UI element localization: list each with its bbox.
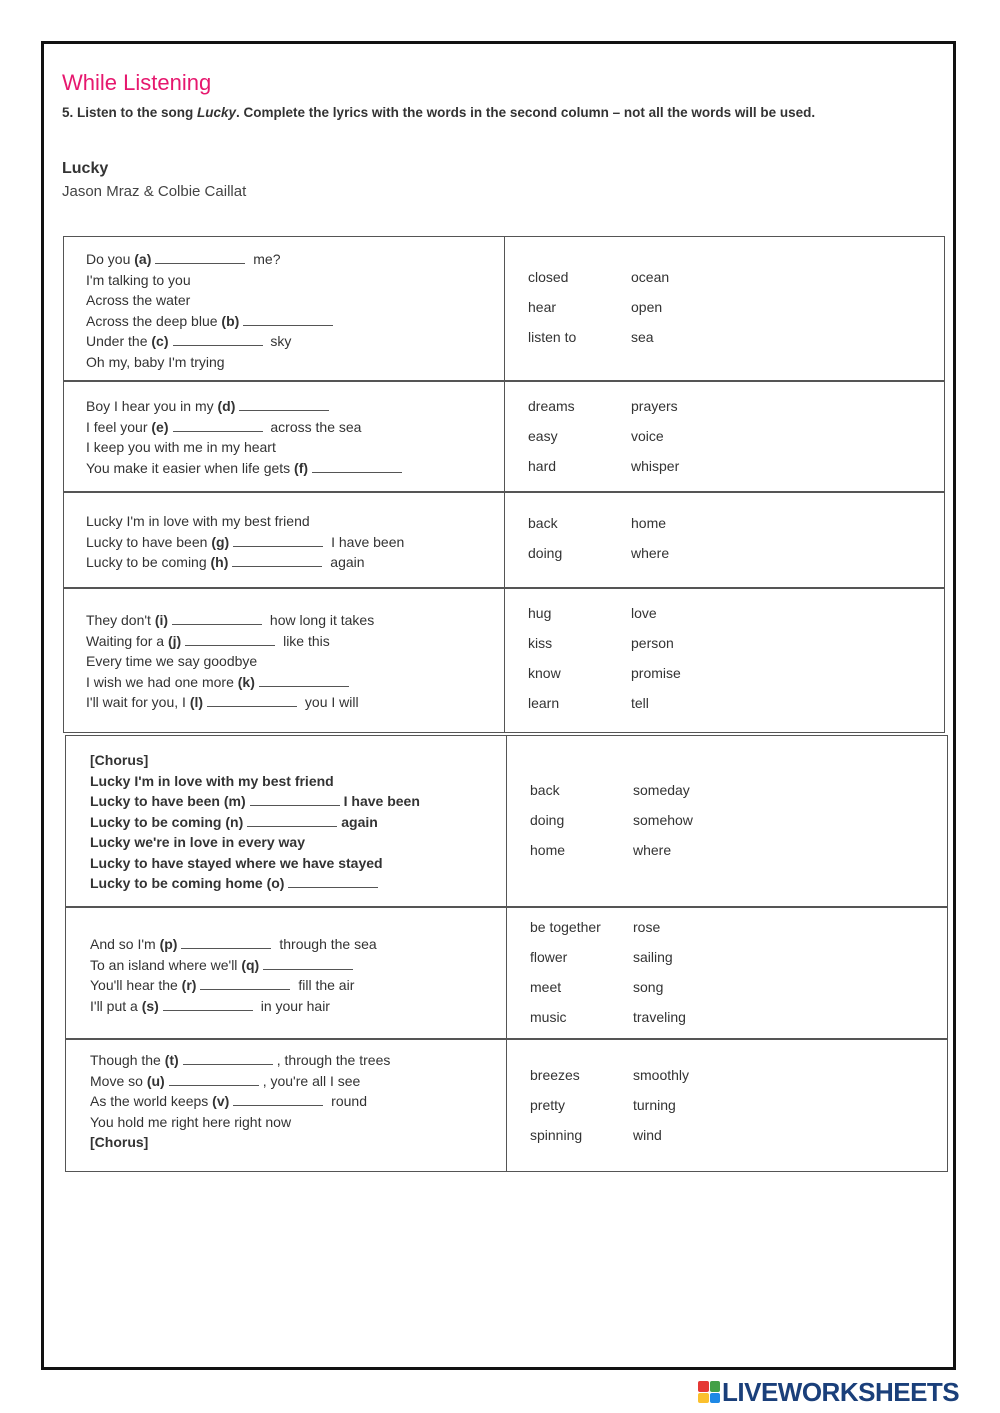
blank-letter: (q) [241,956,260,973]
blank-letter: (v) [212,1093,230,1109]
lyric-text: I'll put a [90,997,142,1014]
lyric-line [86,331,337,352]
lyric-text: Lucky to be coming [86,554,211,570]
lyrics-column [86,249,337,372]
word-option: music [530,1009,567,1025]
lyric-text: You'll hear the [90,977,182,993]
column-divider [504,382,505,491]
lyric-line [90,1091,390,1112]
word-option: traveling [633,1009,686,1025]
word-option: sailing [633,949,673,965]
liveworksheets-logo [698,1378,959,1406]
word-option: whisper [631,458,680,474]
word-option: spinning [530,1127,583,1143]
lyric-text: like this [279,632,330,649]
lyric-line [90,791,420,812]
word-option: pretty [530,1097,566,1113]
blank-letter: (b) [221,312,240,329]
exercise-block [65,907,948,1039]
lyric-line [86,610,374,631]
lyrics-column [86,610,374,713]
lyric-text: sky [266,333,292,349]
blank-letter: (e) [151,418,169,435]
lyric-text: I'm talking to you [86,271,191,288]
lyric-line [86,311,337,332]
song-artist: Jason Mraz & Colbie Caillat [62,183,247,200]
word-option: ocean [631,269,670,285]
word-option: closed [528,269,569,285]
lyric-line [86,692,374,713]
lyric-text: , you're all I see [262,1072,361,1089]
lyric-line [86,417,406,438]
lyric-text: To an island where we'll [90,956,242,973]
word-option: listen to [528,329,577,345]
word-option: meet [530,979,562,995]
lyric-line [90,873,420,894]
answer-blank[interactable] [183,1051,273,1065]
word-option: somehow [633,812,693,828]
word-option: song [633,979,664,995]
lyric-text: again [326,554,365,570]
lyric-line [86,631,374,652]
word-option: love [631,605,657,621]
lyric-line [90,1132,390,1153]
exercise-block [65,1039,948,1172]
word-option: where [631,545,670,561]
lyric-text: Though the [90,1052,165,1068]
lyric-line [90,853,420,874]
answer-blank[interactable] [185,632,275,646]
lyric-text: And so I'm [90,936,160,952]
word-option: prayers [631,398,678,414]
section-heading: While Listening [62,70,212,95]
instruction-song: Lucky [197,105,237,120]
blank-letter: (s) [141,997,159,1014]
lyric-text: me? [249,251,281,267]
song-title: Lucky [62,160,109,177]
exercise-block [63,381,945,492]
lyric-text: I wish we had one more [86,673,238,690]
blank-letter: (c) [151,333,169,349]
lyric-line [86,511,404,532]
word-option: hear [528,299,557,315]
word-option: someday [633,782,690,798]
lyric-line [90,996,377,1017]
lyric-text: , through the trees [276,1052,391,1068]
word-option: dreams [528,398,575,414]
logo-text: LIVEWORKSHEETS [722,1376,960,1407]
lyric-text: how long it takes [266,612,375,628]
instruction-suffix: . Complete the lyrics with the words in the second column – not all the words will be used. [236,105,816,120]
answer-blank[interactable] [247,813,337,827]
lyrics-column [90,934,377,1016]
blank-letter: (m) [223,793,246,809]
lyric-line [90,1112,390,1133]
column-divider [504,493,505,587]
blank-letter: (i) [154,612,169,628]
lyric-text: I'll wait for you, I [86,694,190,710]
answer-blank[interactable] [173,332,263,346]
lyric-text: Lucky I'm in love with my best friend [90,772,334,789]
blank-letter: (g) [211,533,230,550]
lyrics-column [90,1050,390,1153]
lyric-line [86,651,374,672]
answer-blank[interactable] [263,956,353,970]
answer-blank[interactable] [207,693,297,707]
word-option: be together [530,919,601,935]
word-option: tell [631,695,649,711]
answer-blank[interactable] [169,1072,259,1086]
word-option: wind [633,1127,662,1143]
blank-letter: (l) [189,694,204,710]
blank-letter: (r) [181,977,197,993]
word-option: easy [528,428,558,444]
lyric-text: Move so [90,1072,147,1089]
answer-blank[interactable] [155,250,245,264]
word-option: know [528,665,561,681]
lyric-text: Lucky I'm in love with my best friend [86,513,310,529]
word-option: kiss [528,635,553,651]
lyric-text: Boy I hear you in my [86,398,218,414]
answer-blank[interactable] [250,792,340,806]
lyric-text: [Chorus] [90,752,149,768]
lyric-text: I have been [327,533,405,550]
lyric-line [90,1071,390,1092]
word-option: smoothly [633,1067,690,1083]
lyric-text: Lucky to have been [86,533,212,550]
lyric-text: You hold me right here right now [90,1113,292,1130]
lyric-line [90,934,377,955]
lyric-text: Under the [86,333,152,349]
lyric-text: round [327,1093,367,1109]
word-option: doing [530,812,565,828]
lyric-line [86,532,404,553]
lyric-text: in your hair [256,997,330,1014]
exercise-block [63,588,945,733]
word-option: where [633,842,672,858]
lyric-line [86,396,406,417]
answer-blank[interactable] [233,1092,323,1106]
lyric-text: through the sea [275,936,377,952]
lyric-text: I feel your [86,418,152,435]
column-divider [506,908,507,1038]
answer-blank[interactable] [243,312,333,326]
lyric-text: I keep you with me in my heart [86,439,276,455]
column-divider [504,237,505,380]
lyric-line [86,437,406,458]
word-option: flower [530,949,568,965]
lyric-text: Lucky to have stayed where we have stayed [90,854,383,871]
column-divider [506,736,507,906]
blank-letter: (u) [146,1072,165,1089]
lyric-line [90,832,420,853]
lyric-text: fill the air [294,977,355,993]
instruction-prefix: 5. Listen to the song [62,105,198,120]
lyric-text: Waiting for a [86,632,168,649]
lyric-line [86,352,337,373]
lyric-text: I have been [343,793,420,809]
lyrics-column [86,396,406,478]
instruction-text [62,105,815,120]
lyric-text: again [341,813,378,830]
word-option: learn [528,695,560,711]
word-option: hard [528,458,557,474]
lyric-text: Lucky to be coming home [90,875,267,891]
word-option: open [631,299,663,315]
exercise-block [65,735,948,907]
answer-blank[interactable] [163,997,253,1011]
answer-blank[interactable] [239,397,329,411]
word-option: rose [633,919,661,935]
lyric-line [86,672,374,693]
lyric-line [90,975,377,996]
lyric-text: Across the water [86,292,191,308]
word-option: hug [528,605,552,621]
lyric-line [86,290,337,311]
lyric-text: across the sea [266,418,362,435]
word-option: doing [528,545,563,561]
answer-blank[interactable] [232,553,322,567]
lyric-text: Every time we say goodbye [86,653,258,669]
word-option: back [530,782,560,798]
word-option: person [631,635,674,651]
word-option: home [631,515,667,531]
lyric-line [90,955,377,976]
column-divider [506,1040,507,1171]
word-option: back [528,515,558,531]
answer-blank[interactable] [259,673,349,687]
word-option: sea [631,329,654,345]
blank-letter: (t) [164,1052,179,1068]
logo-badge-icon [698,1381,720,1403]
lyric-line [90,771,420,792]
lyric-text: Oh my, baby I'm trying [86,353,225,370]
word-option: voice [631,428,664,444]
lyric-line [86,270,337,291]
lyric-text: [Chorus] [90,1134,149,1150]
lyric-text: You make it easier when life gets [86,459,295,476]
answer-blank[interactable] [173,418,263,432]
word-option: promise [631,665,681,681]
blank-letter: (h) [210,554,229,570]
word-option: home [530,842,566,858]
lyric-line [86,249,337,270]
lyric-text: Lucky to be coming [90,813,226,830]
exercise-block [63,492,945,588]
word-option: turning [633,1097,676,1113]
lyric-line [90,812,420,833]
answer-blank[interactable] [312,459,402,473]
lyric-text: Lucky to have been [90,793,224,809]
lyric-text: you I will [301,694,359,710]
lyric-text: Across the deep blue [86,312,222,329]
lyrics-column [86,511,404,573]
blank-letter: (j) [167,632,182,649]
lyric-text: Lucky we're in love in every way [90,834,305,850]
lyrics-column [90,750,420,894]
answer-blank[interactable] [172,611,262,625]
lyric-text: They don't [86,612,155,628]
lyric-line [90,750,420,771]
word-option: breezes [530,1067,580,1083]
exercise-block [63,236,945,381]
column-divider [504,589,505,732]
blank-letter: (k) [237,673,255,690]
answer-blank[interactable] [288,874,378,888]
blank-letter: (o) [266,875,285,891]
answer-blank[interactable] [233,533,323,547]
blank-letter: (d) [217,398,236,414]
lyric-line [90,1050,390,1071]
answer-blank[interactable] [181,935,271,949]
lyric-line [86,458,406,479]
lyric-text: As the world keeps [90,1093,213,1109]
blank-letter: (f) [294,459,309,476]
answer-blank[interactable] [200,976,290,990]
blank-letter: (n) [225,813,244,830]
blank-letter: (p) [159,936,178,952]
lyric-line [86,552,404,573]
lyric-text: Do you [86,251,135,267]
blank-letter: (a) [134,251,152,267]
